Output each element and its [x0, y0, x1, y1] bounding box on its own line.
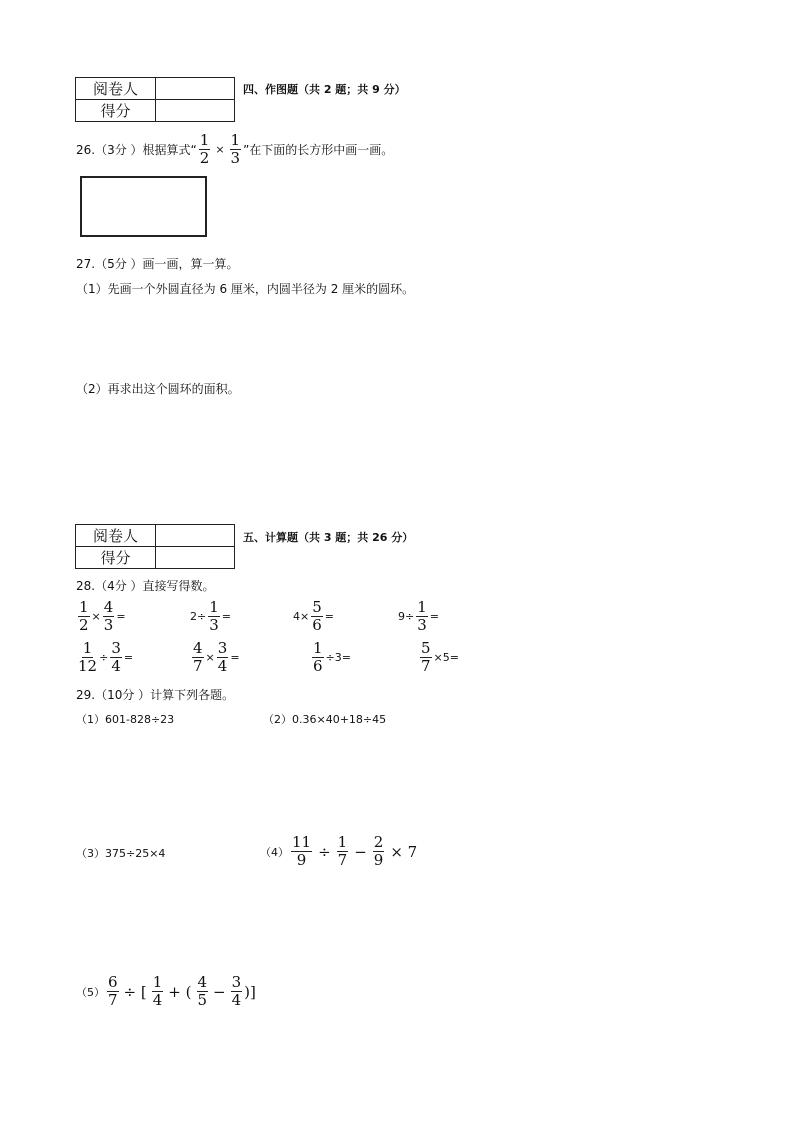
q29-part3: （3）375÷25×4	[76, 847, 166, 860]
q27-part1: （1）先画一个外圆直径为 6 厘米，内圆半径为 2 厘米的圆环。	[76, 282, 415, 296]
reviewer-field[interactable]	[156, 525, 235, 547]
q26-prefix: 26.（3分 ）根据算式“	[76, 143, 197, 157]
q28-item-5: $\frac{1}{12}$ ÷ $\frac{3}{4}$ =	[78, 639, 134, 675]
score-table-section5	[75, 524, 235, 569]
q26-suffix: ”在下面的长方形中画一画。	[243, 143, 394, 157]
q28-item-1: $\frac{1}{2}$ × $\frac{4}{3}$ =	[79, 598, 126, 634]
q26: 26.（3分 ）根据算式“ $\frac{1}{2}$ × $\frac{1}{3}$ ”在下面的长方形中画一画。	[76, 131, 394, 167]
reviewer-label: 阅卷人	[76, 525, 156, 547]
q28-item-8: $\frac{5}{7}$ ×5=	[421, 639, 459, 675]
fraction: $\frac{1}{3}$	[230, 131, 241, 167]
q27-part2: （2）再求出这个圆环的面积。	[76, 382, 240, 396]
score-field[interactable]	[156, 100, 235, 122]
reviewer-label: 阅卷人	[76, 78, 156, 100]
q29-title: 29.（10分 ）计算下列各题。	[76, 688, 235, 702]
score-label: 得分	[76, 547, 156, 569]
q28-title: 28.（4分 ）直接写得数。	[76, 579, 215, 593]
score-field[interactable]	[156, 547, 235, 569]
section4-title: 四、作图题（共 2 题；共 9 分）	[243, 83, 406, 96]
q28-item-2: 2÷ $\frac{1}{3}$ =	[190, 598, 231, 634]
q29-part5: （5） $\frac{6}{7}$ ÷ [ $\frac{1}{4}$ + ( $\frac{4}{5}$ − $\frac{3}{4}$ )]	[76, 973, 256, 1009]
drawing-rectangle[interactable]	[80, 176, 207, 237]
q29-part1: （1）601-828÷23	[76, 713, 175, 726]
score-table-section4	[75, 77, 235, 122]
q29-part2: （2）0.36×40+18÷45	[263, 713, 387, 726]
q28-item-3: 4× $\frac{5}{6}$ =	[293, 598, 334, 634]
q28-item-7: $\frac{1}{6}$ ÷3=	[313, 639, 351, 675]
q27-title: 27.（5分 ）画一画，算一算。	[76, 257, 239, 271]
score-label: 得分	[76, 100, 156, 122]
q28-item-4: 9÷ $\frac{1}{3}$ =	[398, 598, 439, 634]
q28-item-6: $\frac{4}{7}$ × $\frac{3}{4}$ =	[193, 639, 240, 675]
reviewer-field[interactable]	[156, 78, 235, 100]
section5-title: 五、计算题（共 3 题；共 26 分）	[243, 531, 414, 544]
fraction: $\frac{1}{2}$	[199, 131, 210, 167]
q29-part4: （4） $\frac{11}{9}$ ÷ $\frac{1}{7}$ − $\frac{2}{9}$ × 7	[260, 833, 418, 869]
